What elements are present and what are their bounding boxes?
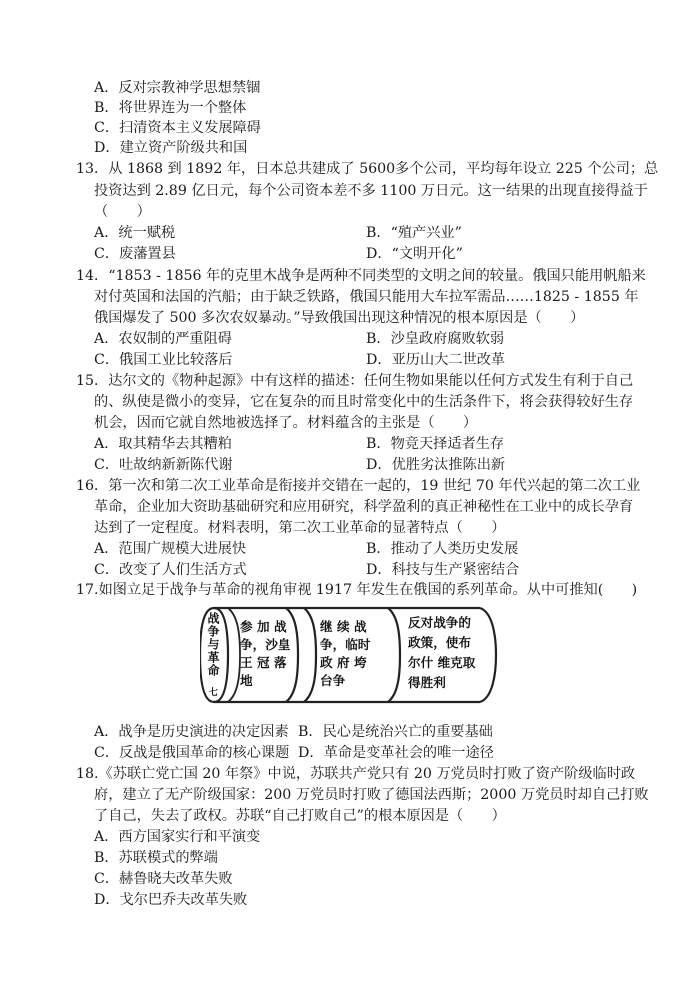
q17-stem-line1: 17.如图立足于战争与革命的视角审视 1917 年发生在俄国的系列革命。从中可推知( )	[76, 582, 638, 598]
q15-option-b: B．物竞天择适者生存	[366, 436, 505, 452]
q16-option-d: D．科技与生产紧密结合	[366, 562, 520, 578]
q13-option-d: D．“文明开化”	[366, 246, 463, 262]
scroll-panel2-line2: 争，临时	[320, 637, 371, 652]
q16-option-a: A．范围广规模大进展快	[94, 541, 247, 557]
revolution-scroll-figure	[200, 604, 500, 706]
q13-option-a: A．统一赋税	[94, 225, 176, 241]
scroll-panel2-line4: 台争	[320, 673, 346, 688]
q15-option-a: A．取其精华去其糟粕	[94, 436, 232, 452]
q13-option-b: B．“殖产兴业”	[366, 225, 462, 241]
q15-option-d: D．优胜劣汰推陈出新	[366, 457, 506, 473]
q14-stem-line1: 14．“1853 - 1856 年的克里木战争是两种不同类型的文明之间的较量。俄国只能用帆船来	[76, 268, 646, 284]
q18-option-b: B．苏联模式的弊端	[94, 850, 218, 866]
q15-stem-line2: 的、纵使是微小的变异，它在复杂的而且时常变化中的生活条件下，将会获得较好生存	[94, 394, 634, 410]
q17-option-a: A．战争是历史演进的决定因素	[94, 724, 289, 740]
q18-stem-line1: 18.《苏联亡党亡国 20 年祭》中说，苏联共产党只有 20 万党员时打败了资产阶级临时政	[76, 766, 636, 782]
q13-stem-line2: 投资达到 2.89 亿日元，每个公司资本差不多 1100 万日元。这一结果的出现直接得益于	[94, 183, 648, 199]
q17-option-c: C．反战是俄国革命的核心课题	[94, 745, 290, 761]
q16-stem-line1: 16．第一次和第二次工业革命是衔接并交错在一起的，19 世纪 70 年代兴起的第二次工业	[76, 478, 641, 494]
scroll-panel3-line4: 得胜利	[408, 675, 446, 690]
scroll-panel1-line2: 争，沙皇	[240, 637, 291, 652]
q14-stem-line3: 俄国爆发了 500 多次农奴暴动。”导致俄国出现这种情况的根本原因是（ ）	[94, 310, 585, 326]
q13-stem-line1: 13．从 1868 到 1892 年，日本总共建成了 5600多个公司，平均每年设立 225 个公司；总	[76, 161, 659, 177]
q13-option-c: C．废藩置县	[94, 246, 176, 262]
q13-stem-line3: （ ）	[94, 204, 151, 220]
q18-stem-line3: 了自己，失去了政权。苏联“自己打败自己”的根本原因是（ ）	[94, 808, 506, 824]
q12-option-c: C．扫清资本主义发展障碍	[94, 120, 261, 136]
q14-stem-line2: 对付英国和法国的汽船；由于缺乏铁路，俄国只能用大车拉军需品……1825 - 1855 年	[94, 289, 639, 305]
scroll-panel1-line1: 参 加 战	[240, 619, 287, 634]
q18-option-a: A．西方国家实行和平演变	[94, 829, 261, 845]
q17-option-b: B．民心是统治兴亡的重要基础	[298, 724, 493, 740]
q14-option-c: C．俄国工业比较落后	[94, 352, 233, 368]
q14-option-b: B．沙皇政府腐败软弱	[366, 331, 505, 347]
q15-stem-line1: 15．达尔文的《物种起源》中有这样的描述：任何生物如果能以任何方式发生有利于自己	[76, 373, 634, 389]
q12-option-b: B．将世界连为一个整体	[94, 100, 247, 116]
scroll-panel2-line1: 继 续 战	[320, 619, 367, 634]
q16-option-b: B．推动了人类历史发展	[366, 541, 519, 557]
q14-option-d: D．亚历山大二世改革	[366, 352, 506, 368]
q18-option-c: C．赫鲁晓夫改革失败	[94, 871, 233, 887]
q14-option-a: A．农奴制的严重阻碍	[94, 331, 232, 347]
scroll-panel3-line1: 反对战争的	[408, 615, 471, 630]
q18-stem-line2: 府，建立了无产阶级国家：200 万党员时打败了德国法西斯；2000 万党员时却自己打败	[94, 787, 649, 803]
q17-option-d: D．革命是变革社会的唯一途径	[298, 745, 494, 761]
scroll-panel3-line3: 尔什 维克取	[408, 655, 476, 670]
q16-stem-line3: 达到了一定程度。材料表明，第二次工业革命的显著特点（ ）	[94, 520, 506, 536]
scroll-title: 战争与革命	[206, 612, 220, 677]
q12-option-d: D．建立资产阶级共和国	[94, 140, 248, 156]
q18-option-d: D．戈尔巴乔夫改革失败	[94, 892, 248, 908]
q16-stem-line2: 革命，企业加大资助基础研究和应用研究，科学盈利的真正神秘性在工业中的成长孕育	[94, 499, 634, 515]
q15-stem-line3: 机会，因而它就自然地被选择了。材料蕴含的主张是（ ）	[94, 415, 478, 431]
q16-option-c: C．改变了人们生活方式	[94, 562, 247, 578]
scroll-panel3-line2: 政策，使布	[408, 635, 471, 650]
scroll-panel1-line3: 王 冠 落	[240, 655, 287, 670]
q15-option-c: C．吐故纳新新陈代谢	[94, 457, 233, 473]
scroll-seal: 七	[209, 688, 219, 698]
scroll-panel2-line3: 政 府 垮	[320, 655, 367, 670]
q12-option-a: A．反对宗教神学思想禁锢	[94, 80, 261, 96]
scroll-panel1-line4: 地	[240, 673, 253, 688]
